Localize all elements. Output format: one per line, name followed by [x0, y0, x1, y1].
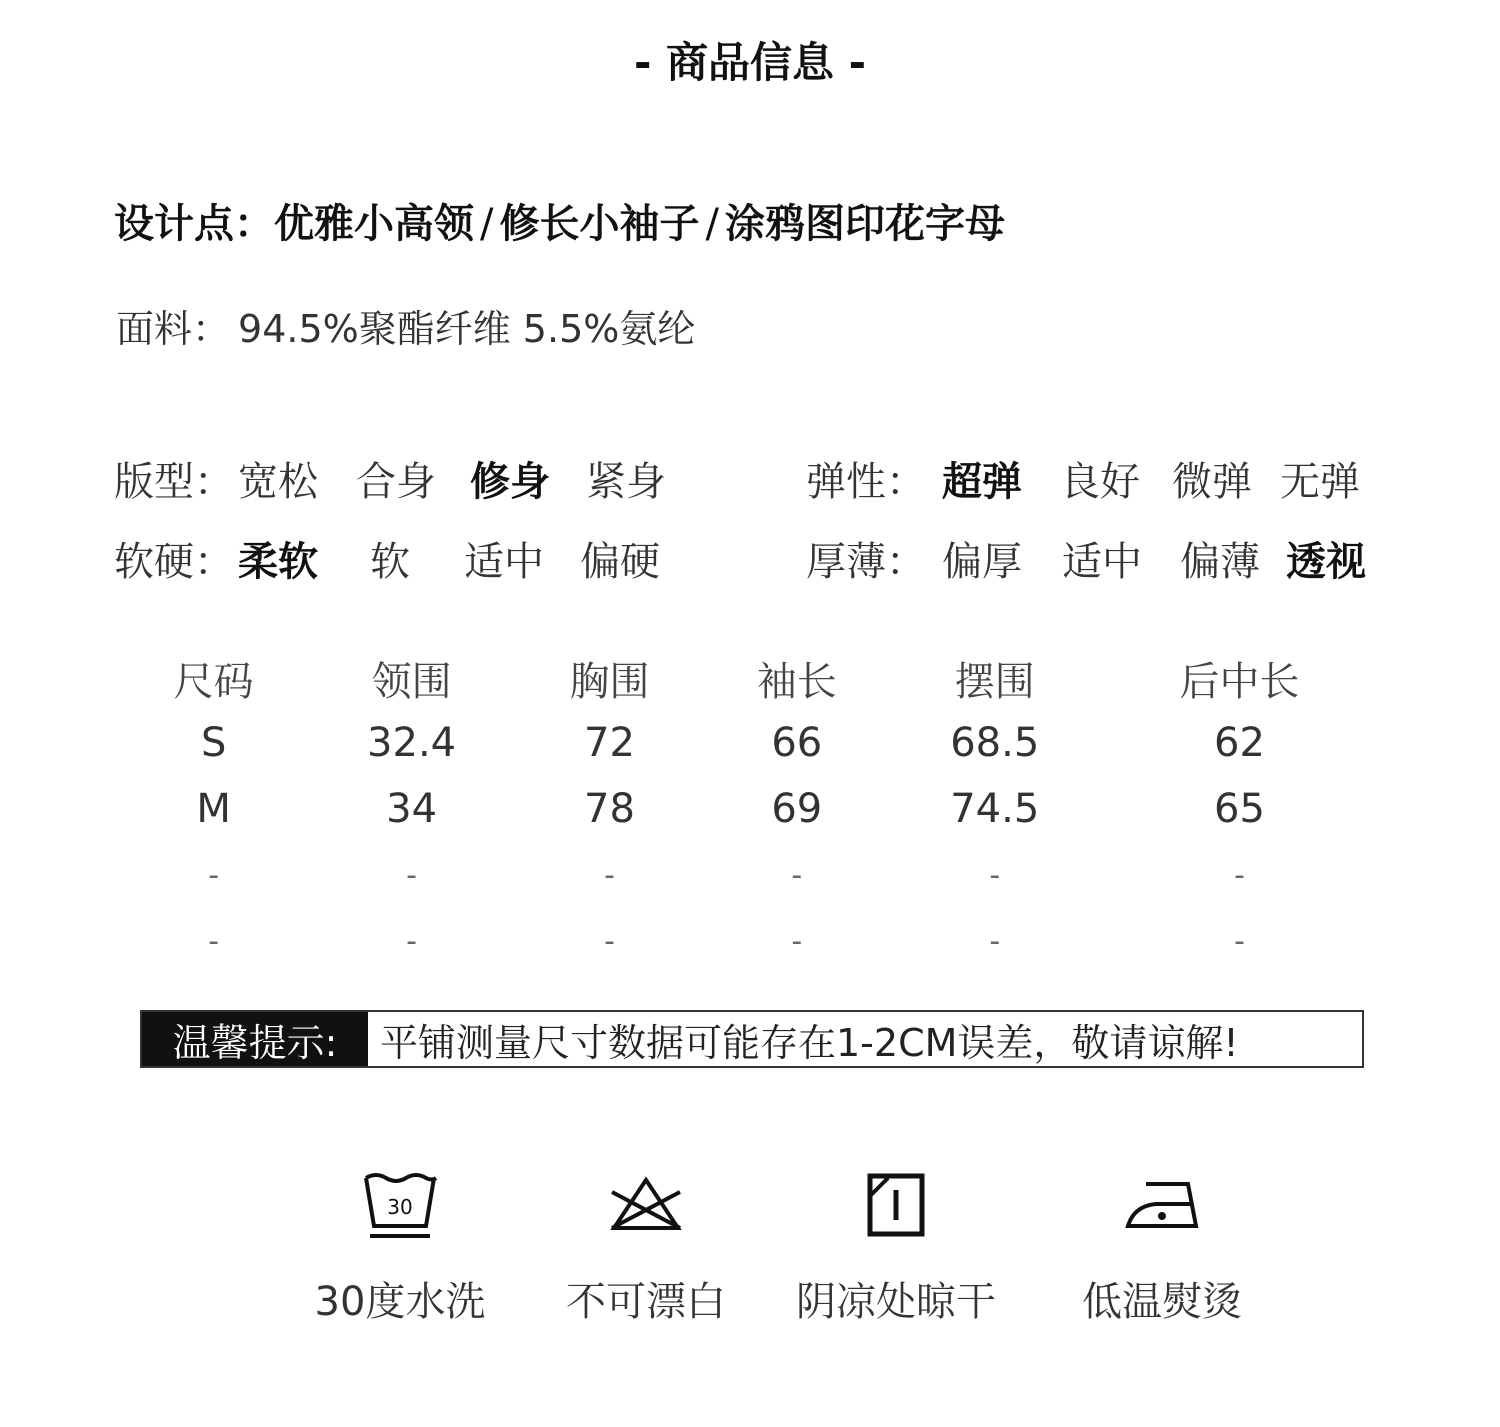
size-table: [120, 646, 1380, 974]
table-cell: 32.4: [367, 720, 457, 766]
attr-elasticity: [806, 450, 1406, 505]
care-item-iron: [1052, 1170, 1272, 1327]
column-header: 摆围: [954, 658, 1035, 705]
table-cell: -: [604, 923, 615, 959]
table-cell: -: [208, 923, 220, 959]
attr-option: 无弹: [1280, 459, 1360, 505]
table-cell: 65: [1214, 786, 1265, 832]
design-item: 涂鸦图印花字母: [724, 201, 1005, 247]
attr-option: 偏厚: [942, 539, 1022, 585]
fabric-value: 94.5%聚酯纤维 5.5%氨纶: [238, 307, 696, 351]
fabric-info: [116, 298, 695, 353]
design-item: 修长小袖子: [499, 201, 700, 247]
care-label: 不可漂白: [566, 1279, 726, 1325]
table-cell: S: [200, 720, 227, 766]
iron-dot: [1158, 1212, 1166, 1220]
wash-30-icon: [360, 1170, 440, 1240]
column-header: 胸围: [569, 658, 650, 705]
attr-label: 弹性：: [806, 459, 926, 505]
column-header: 领围: [371, 658, 452, 705]
attr-label: 厚薄：: [806, 539, 926, 585]
size-table-header: [120, 646, 1380, 710]
no-bleach-icon: [606, 1170, 686, 1240]
table-cell: 72: [584, 720, 635, 766]
table-cell: -: [1234, 857, 1245, 893]
design-item: 优雅小高领: [274, 201, 474, 247]
wash-temp-badge: 30: [387, 1195, 413, 1219]
column-header: 后中长: [1179, 658, 1300, 705]
tip-label: 温馨提示:: [142, 1012, 368, 1066]
table-cell: 78: [584, 786, 635, 832]
attr-label: 软硬：: [114, 539, 234, 585]
attr-softness: [114, 530, 714, 585]
table-cell: -: [989, 857, 1001, 893]
attr-option: 偏硬: [580, 539, 660, 585]
table-cell: 69: [771, 786, 823, 832]
attr-option-selected: 透视: [1286, 539, 1366, 585]
attr-option-selected: 柔软: [238, 539, 318, 585]
attr-option: 宽松: [238, 459, 318, 505]
design-separator: /: [480, 201, 494, 247]
table-cell: 34: [386, 786, 438, 832]
attr-fit: [114, 450, 714, 505]
design-points: [114, 192, 1005, 249]
shade-dry-icon: [856, 1170, 936, 1240]
attr-option-selected: 超弹: [942, 459, 1022, 505]
attr-option: 微弹: [1172, 459, 1252, 505]
attr-option: 适中: [1062, 539, 1142, 585]
column-header: 尺码: [173, 658, 254, 705]
care-label: 30度水洗: [314, 1279, 486, 1325]
attr-option: 合身: [356, 459, 436, 505]
table-cell: -: [208, 857, 220, 893]
table-cell: -: [604, 857, 615, 893]
fabric-label: 面料：: [116, 307, 231, 351]
design-label: 设计点：: [114, 201, 274, 247]
table-row: [120, 842, 1380, 908]
attr-option: 紧身: [586, 459, 666, 505]
table-cell: 74.5: [950, 786, 1040, 832]
care-item-wash: [290, 1170, 510, 1327]
attr-thickness: [806, 530, 1406, 585]
attr-option: 适中: [464, 539, 544, 585]
measurement-tip: [140, 1010, 1364, 1068]
design-separator: /: [705, 201, 719, 247]
care-item-dry: [786, 1170, 1006, 1327]
table-row: [120, 908, 1380, 974]
table-cell: -: [406, 857, 417, 893]
table-cell: -: [406, 923, 417, 959]
attr-option-selected: 修身: [470, 459, 550, 505]
table-cell: -: [989, 923, 1001, 959]
column-header: 袖长: [756, 658, 837, 705]
attr-label: 版型：: [114, 459, 234, 505]
tip-text: 平铺测量尺寸数据可能存在1-2CM误差，敬请谅解!: [380, 1020, 1239, 1065]
low-iron-icon: [1120, 1170, 1204, 1240]
care-item-bleach: [536, 1170, 756, 1327]
table-cell: M: [196, 786, 231, 832]
table-cell: -: [1234, 923, 1245, 959]
care-label: 低温熨烫: [1082, 1279, 1242, 1325]
table-cell: 66: [771, 720, 823, 766]
attr-option: 软: [370, 539, 410, 585]
table-cell: 62: [1214, 720, 1265, 766]
attr-option: 良好: [1060, 459, 1140, 505]
table-cell: 68.5: [950, 720, 1040, 766]
table-cell: -: [791, 923, 803, 959]
care-label: 阴凉处晾干: [796, 1279, 996, 1325]
table-cell: -: [791, 857, 803, 893]
attr-option: 偏薄: [1180, 539, 1260, 585]
table-row: [120, 710, 1380, 776]
page-title: - 商品信息 -: [633, 38, 867, 87]
table-row: [120, 776, 1380, 842]
